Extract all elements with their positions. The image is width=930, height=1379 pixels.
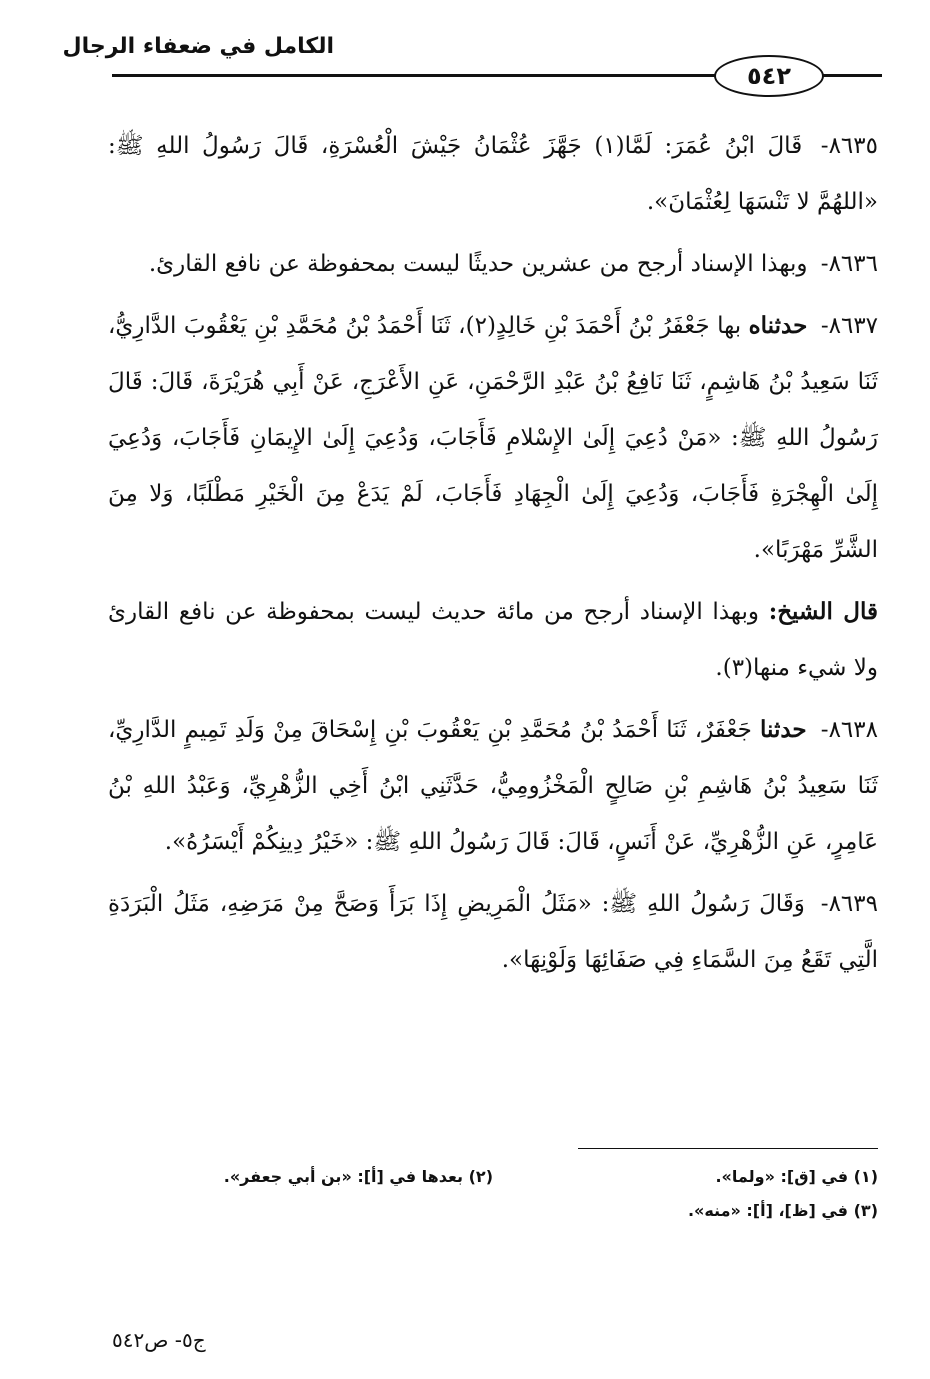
footnote-3: (٣) في [ظ]، [أ]: «منه».: [687, 1201, 878, 1220]
main-text: [108, 118, 878, 994]
footnote-2: (٢) بعدها في [أ]: «بن أبي جعفر».: [223, 1167, 493, 1186]
hadith-number: ٨٦٣٩-: [820, 891, 878, 917]
paragraph-8636: [108, 236, 878, 292]
paragraph-8639: [108, 876, 878, 988]
paragraph-8637: [108, 298, 878, 578]
paragraph-text: وبهذا الإسناد أرجح من عشرين حديثًا ليست بمحفوظة عن نافع القارئ.: [148, 251, 808, 277]
paragraph-lead: حدثناه: [748, 312, 808, 339]
paragraph-text: وبهذا الإسناد أرجح من مائة حديث ليست بمحفوظة عن نافع القارئ ولا شيء منها(٣).: [108, 599, 878, 681]
paragraph-text: قَالَ ابْنُ عُمَرَ: لَمَّا(١) جَهَّزَ عُثْمَانُ جَيْشَ الْعُسْرَةِ، قَالَ رَسُولُ اللهِ ﷺ: «اللهُمَّ لا تَنْسَهَا لِعُثْمَانَ».: [108, 133, 878, 215]
hadith-number: ٨٦٣٥-: [820, 133, 878, 159]
footnote-1: (١) في [ق]: «ولما».: [715, 1167, 878, 1186]
paragraph-sheikh-comment: [108, 584, 878, 696]
paragraph-text: بها جَعْفَرُ بْنُ أَحْمَدَ بْنِ خَالِدٍ(٢)، ثَنَا أَحْمَدُ بْنُ مُحَمَّدِ بْنِ يَعْقُوبَ الدَّارِيُّ، ثَنَا سَعِيدُ بْنُ هَاشِمٍ، ثَنَا نَافِعُ بْنُ عَبْدِ الرَّحْمَنِ، عَنِ الأَعْرَجِ، عَنْ أَبِي هُرَيْرَةَ، قَالَ: قَالَ رَسُولُ اللهِ ﷺ: «مَنْ دُعِيَ إِلَىٰ الإِسْلامِ فَأَجَابَ، وَدُعِيَ إِلَىٰ الإِيمَانِ فَأَجَابَ، وَدُعِيَ إِلَىٰ الْهِجْرَةِ فَأَجَابَ، وَدُعِيَ إِلَىٰ الْجِهَادِ فَأَجَابَ، لَمْ يَدَعْ مِنَ الْخَيْرِ مَطْلَبًا، وَلا مِنَ الشَّرِّ مَهْرَبًا».: [108, 313, 878, 563]
paragraph-text: وَقَالَ رَسُولُ اللهِ ﷺ: «مَثَلُ الْمَرِيضِ إِذَا بَرَأَ وَصَحَّ مِنْ مَرَضِهِ، مَثَلُ الْبَرَدَةِ الَّتِي تَقَعُ مِنَ السَّمَاءِ فِي صَفَائِهَا وَلَوْنِهَا».: [108, 891, 878, 973]
hadith-number: ٨٦٣٧-: [820, 313, 879, 339]
paragraph-8638: [108, 702, 878, 870]
footnote-row: [108, 1160, 878, 1194]
paragraph-8635: [108, 118, 878, 230]
hadith-number: ٨٦٣٨-: [820, 717, 878, 743]
hadith-number: ٨٦٣٦-: [820, 251, 878, 277]
page-number: ٥٤٢: [714, 55, 824, 97]
book-title: الكامل في ضعفاء الرجال: [62, 34, 334, 59]
paragraph-lead: حدثنا: [760, 716, 807, 743]
paragraph-text: جَعْفَرٌ، ثَنَا أَحْمَدُ بْنُ مُحَمَّدِ بْنِ يَعْقُوبَ بْنِ إِسْحَاقَ مِنْ وَلَدِ تَمِيمٍ الدَّارِيِّ، ثَنَا سَعِيدُ بْنُ هَاشِمِ بْنِ صَالِحٍ الْمَخْزُومِيُّ، حَدَّثَنِي ابْنُ أَخِي الزُّهْرِيِّ، وَعَبْدُ اللهِ بْنُ عَامِرٍ، عَنِ الزُّهْرِيِّ، عَنْ أَنَسٍ، قَالَ: قَالَ رَسُولُ اللهِ ﷺ: «خَيْرُ دِينِكُمْ أَيْسَرُهُ».: [108, 717, 878, 855]
volume-page-reference: ج٥- ص٥٤٢: [112, 1328, 206, 1352]
paragraph-lead: قال الشيخ:: [768, 598, 879, 625]
footnotes: [108, 1160, 878, 1228]
footnote-row: [108, 1194, 878, 1228]
footnote-rule: [578, 1148, 878, 1149]
